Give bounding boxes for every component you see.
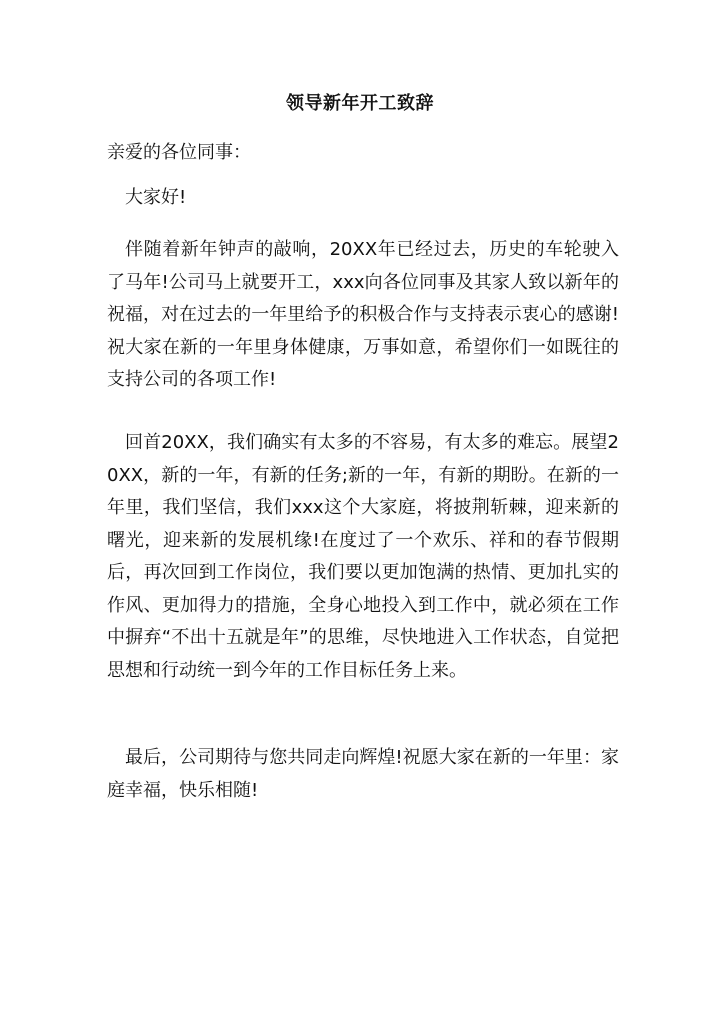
closing-paragraph: 最后，公司期待与您共同走向辉煌!祝愿大家在新的一年里：家庭幸福，快乐相随! xyxy=(107,747,619,801)
salutation: 亲爱的各位同事： xyxy=(107,142,251,163)
greeting-paragraph: 大家好! xyxy=(125,187,187,208)
new-year-wishes-paragraph: 伴随着新年钟声的敲响，20XX年已经过去，历史的车轮驶入了马年!公司马上就要开工，xxx向各位同事及其家人致以新年的祝福，对在过去的一年里给予的积极合作与支持表示衷心的感谢!祝大家在新的一年里身体健康，万事如意，希望你们一如既往的支持公司的各项工作! xyxy=(107,239,619,390)
document-title: 领导新年开工致辞 xyxy=(286,93,434,114)
review-outlook-paragraph: 回首20XX，我们确实有太多的不容易，有太多的难忘。展望20XX，新的一年，有新的任务;新的一年，有新的期盼。在新的一年里，我们坚信，我们xxx这个大家庭，将披荆斩棘，迎来新的曙光，迎来新的发展机缘!在度过了一个欢乐、祥和的春节假期后，再次回到工作岗位，我们要以更加饱满的热情、更加扎实的作风、更加得力的措施，全身心地投入到工作中，就必须在工作中摒弃“不出十五就是年”的思维，尽快地进入工作状态，自觉把思想和行动统一到今年的工作目标任务上来。 xyxy=(107,432,619,681)
